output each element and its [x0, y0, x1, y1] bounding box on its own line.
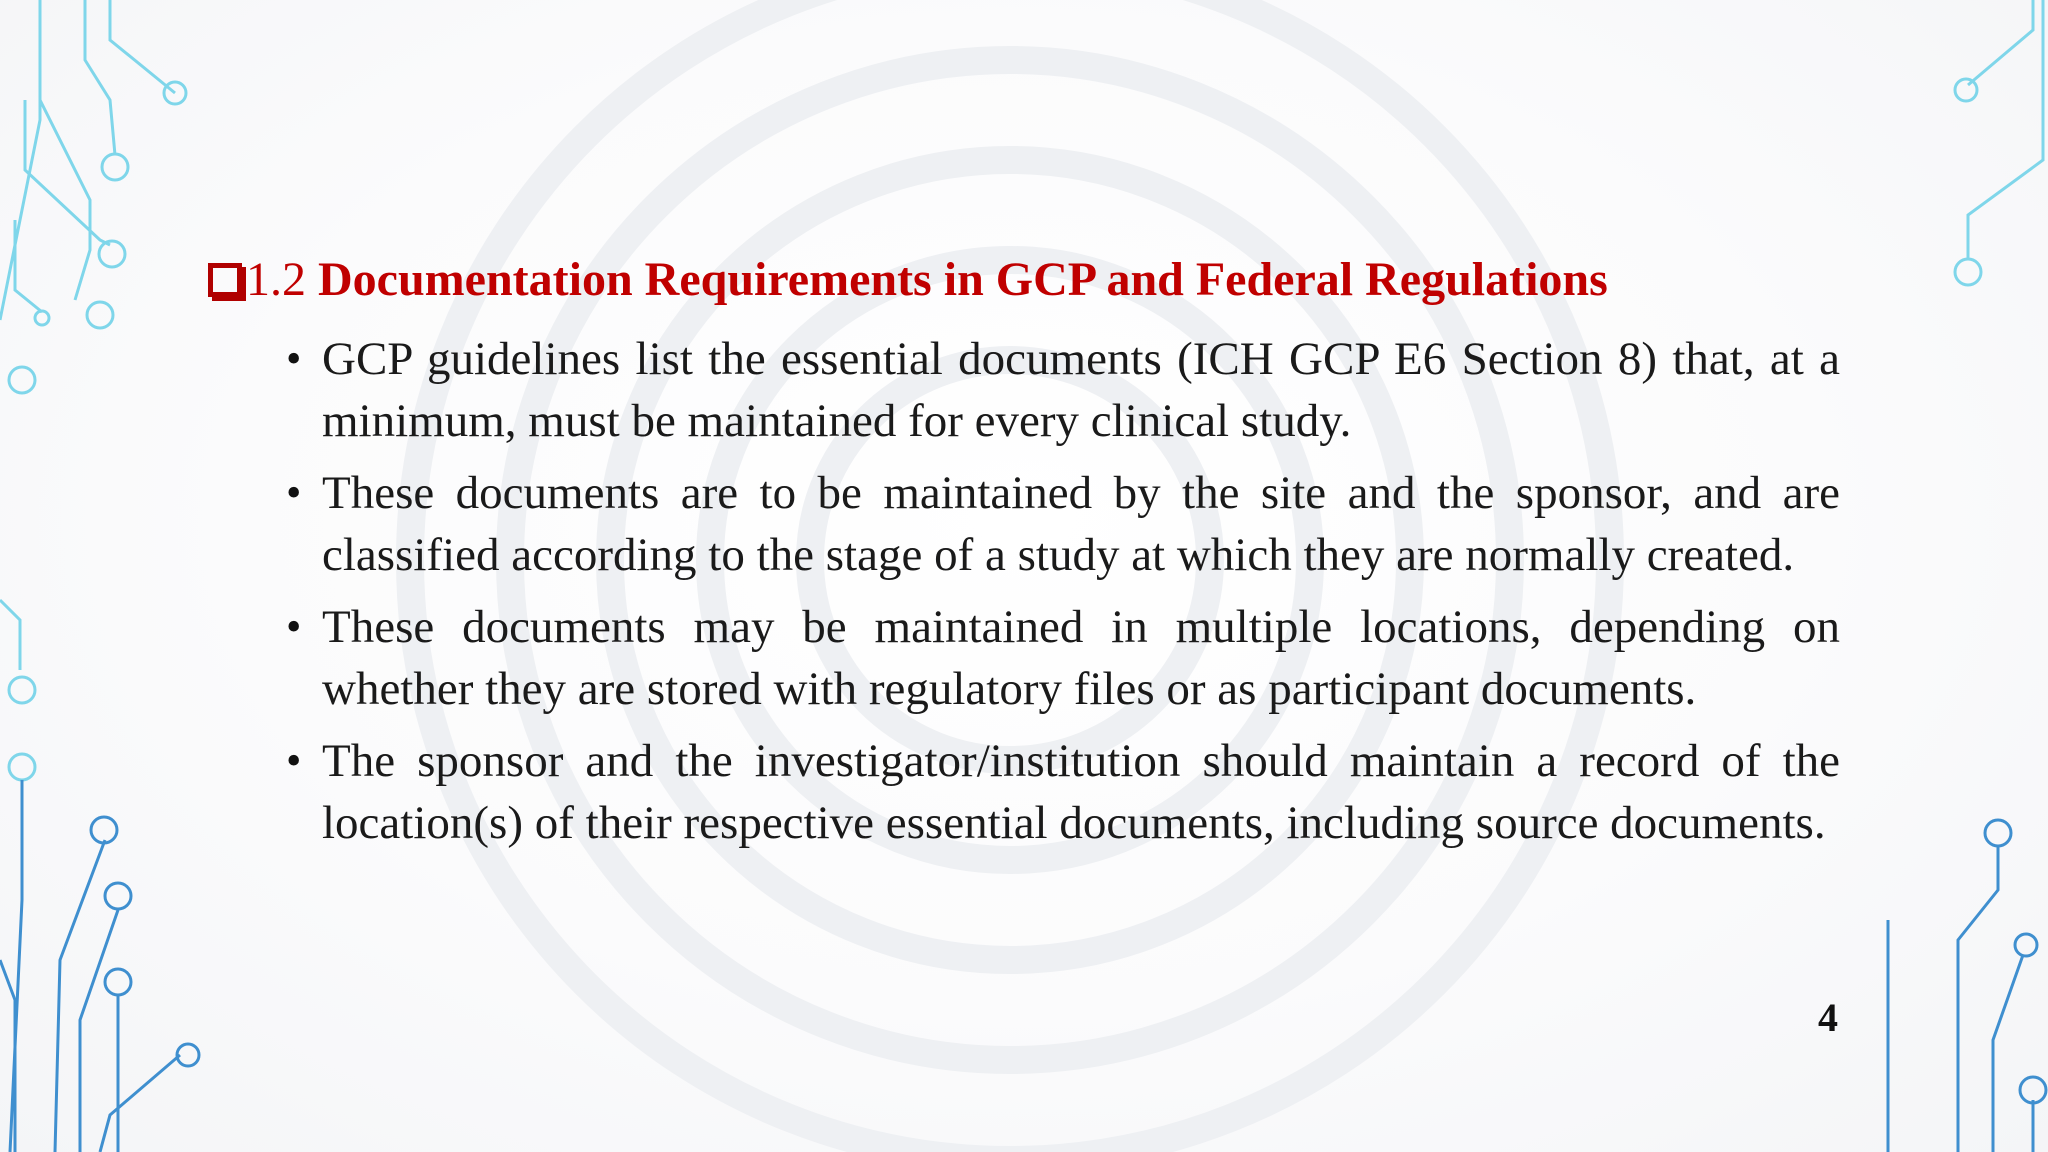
round-bullet-icon: • [286, 334, 302, 383]
hollow-square-bullet-icon [208, 263, 242, 297]
bullet-item [282, 730, 1840, 854]
round-bullet-icon: • [286, 736, 302, 785]
round-bullet-icon: • [286, 468, 302, 517]
circuit-decoration-right [1838, 0, 2048, 1152]
heading-title: Documentation Requirements in GCP and Federal Regulations [318, 253, 1608, 306]
bullet-text: These documents are to be maintained by the site and the sponsor, and are classified according to the stage of a study at which they are normally created. [322, 467, 1840, 581]
bullet-item [282, 328, 1840, 452]
slide-heading [208, 250, 1608, 310]
page-number: 4 [1818, 995, 1838, 1040]
round-bullet-icon: • [286, 602, 302, 651]
bullet-item [282, 462, 1840, 586]
bullet-text: GCP guidelines list the essential documents (ICH GCP E6 Section 8) that, at a minimum, must be maintained for every clinical study. [322, 333, 1840, 447]
circuit-decoration-left [0, 0, 210, 1152]
bullet-text: The sponsor and the investigator/institution should maintain a record of the location(s) of their respective essential documents, including source documents. [322, 735, 1840, 849]
bullet-list [282, 328, 1840, 864]
bullet-item [282, 596, 1840, 720]
heading-number: 1.2 [246, 253, 306, 306]
bullet-text: These documents may be maintained in multiple locations, depending on whether they are stored with regulatory files or as participant documents. [322, 601, 1840, 715]
